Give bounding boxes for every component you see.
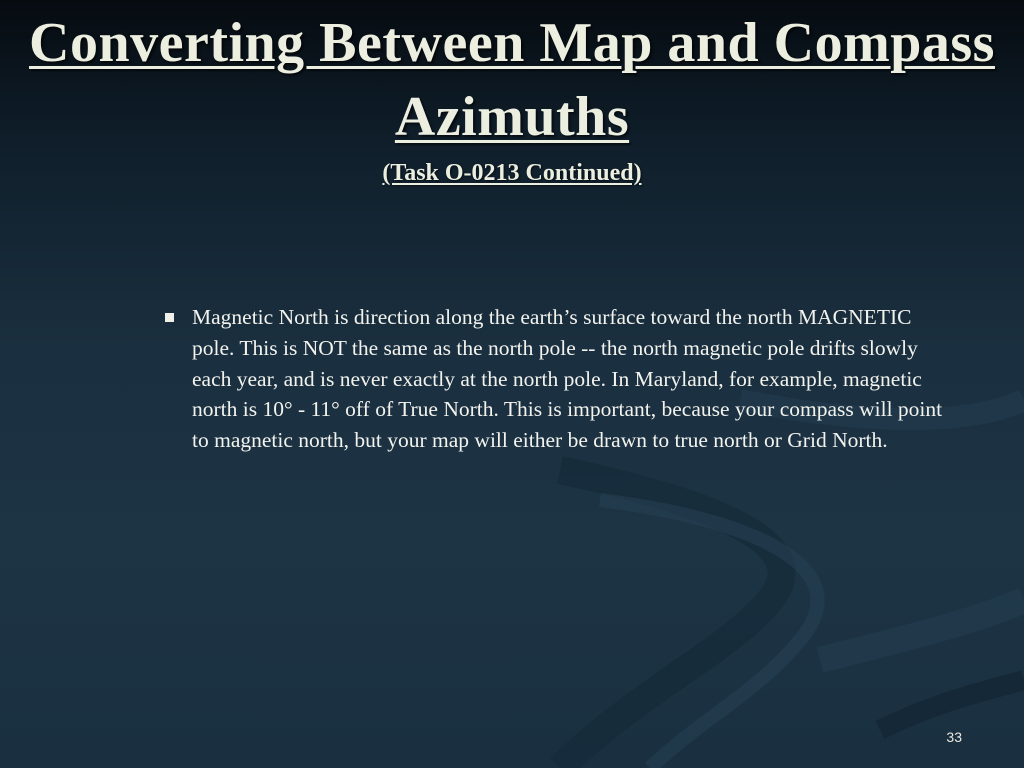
square-bullet-icon <box>165 313 174 322</box>
page-number: 33 <box>946 729 962 745</box>
slide-title: Converting Between Map and Compass Azimuths <box>29 12 995 148</box>
bullet-item <box>162 302 952 456</box>
slide-body <box>162 302 952 456</box>
slide-subtitle: (Task O-0213 Continued) <box>382 160 642 186</box>
bullet-text: Magnetic North is direction along the earth’s surface toward the north MAGNETIC pole. This is NOT the same as the north pole -- the north magnetic pole drifts slowly each year, and is never exactly at the north pole. In Maryland, for example, magnetic north is 10° - 11° off of True North. This is important, because your compass will point to magnetic north, but your map will either be drawn to true north or Grid North. <box>192 305 943 453</box>
title-block <box>0 6 1024 188</box>
